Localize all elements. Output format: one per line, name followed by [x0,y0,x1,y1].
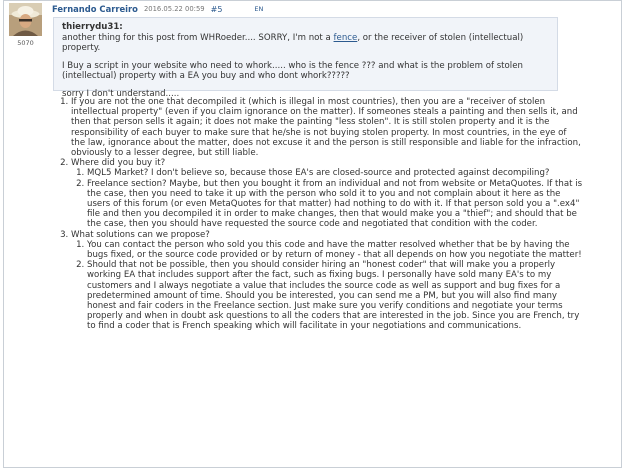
post-body [53,97,583,332]
quote-paragraph-3: sorry I don't understand..... [62,89,180,99]
sub-list [71,240,583,332]
list-item [71,230,583,332]
list-item-label: What solutions can we propose? [71,229,210,240]
sub-list [71,168,583,229]
forum-post [3,0,622,468]
list-item [71,158,583,229]
list-item: 1. MQL5 Market? I don't believe so, because those EA's are closed-source and protected against decompiling? [87,168,583,178]
user-avatar-photo-icon [9,3,42,36]
quote-line1 [62,33,549,53]
list-item: 1. If you are not the one that decompiled it (which is illegal in most countries), then you are a "receiver of stolen intellectual property" (even if you claim ignorance on the matter). If someones steals a painting and then sells it, and then that person sells it again; it does not make the painting "less stolen". It is still stolen property and it is the responsibility of each buyer to make sure that he/she is not buying stolen property. In most countries, in the eye of the law, ignorance about the matter, does not excuse it and the person is still responsible and liable for the infraction, obviously to a lesser degree, but still liable. [71,97,583,158]
language-link[interactable]: EN [254,5,264,13]
user-rank: 5070 [17,39,34,47]
quote-fence-link[interactable]: fence [333,33,358,43]
quote-line1-suffix: , or the receiver of stolen (intellectual) property. [62,33,524,53]
answer-list [53,97,583,332]
author-name-link[interactable]: Fernando Carreiro [52,4,138,14]
user-avatar[interactable] [9,3,42,36]
quote-author: thierrydu31: [62,22,123,32]
quote-line1-prefix: another thing for this post from WHRoeder.... SORRY, I'm not a [62,33,334,43]
post-number-link[interactable]: #5 [210,4,223,14]
list-item: 1. You can contact the person who sold you this code and have the matter resolved whether that be by having the bugs fixed, or the source code provided or by return of money - that all depends on how you negotiate the matter! [87,240,583,260]
quote-block [53,17,558,99]
list-item: 2. Should that not be possible, then you should consider hiring an "honest coder" that will make you a properly working EA that includes support after the fact, such as fixing bugs. I personally have sold many EA's to my customers and I always negotiate a value that includes the source code as well as support and bug fixes for a predetermined amount of time. Should you be interested, you can send me a PM, but you will also find many honest and fair coders in the Freelance section. Just make sure you verify conditions and negotiate your terms properly and when in doubt ask questions to all the coders that are interested in the job. Since you are French, try to find a coder that is French speaking which will facilitate in your negotiations and communications. [87,260,583,331]
post-timestamp: 2016.05.22 00:59 [143,5,205,13]
list-item: 2. Freelance section? Maybe, but then you bought it from an individual and not from website or MetaQuotes. If that is the case, then you need to take it up with the person who sold it to you and not complain about it here as the users of this forum (or even MetaQuotes for that matter) had nothing to do with it. If that person sold you a ".ex4" file and then you decompiled it in order to make changes, then that would make you a "thief"; and should that be the case, then you should have requested the source code and negotiated that condition with the coder. [87,179,583,230]
list-item-label: Where did you buy it? [71,158,166,169]
post-header [52,3,263,15]
quote-paragraph-2: I Buy a script in your website who need to whork..... who is the fence ??? and what is the problem of stolen (intellectual) property with a EA you buy and who dont whork????? [62,61,523,81]
